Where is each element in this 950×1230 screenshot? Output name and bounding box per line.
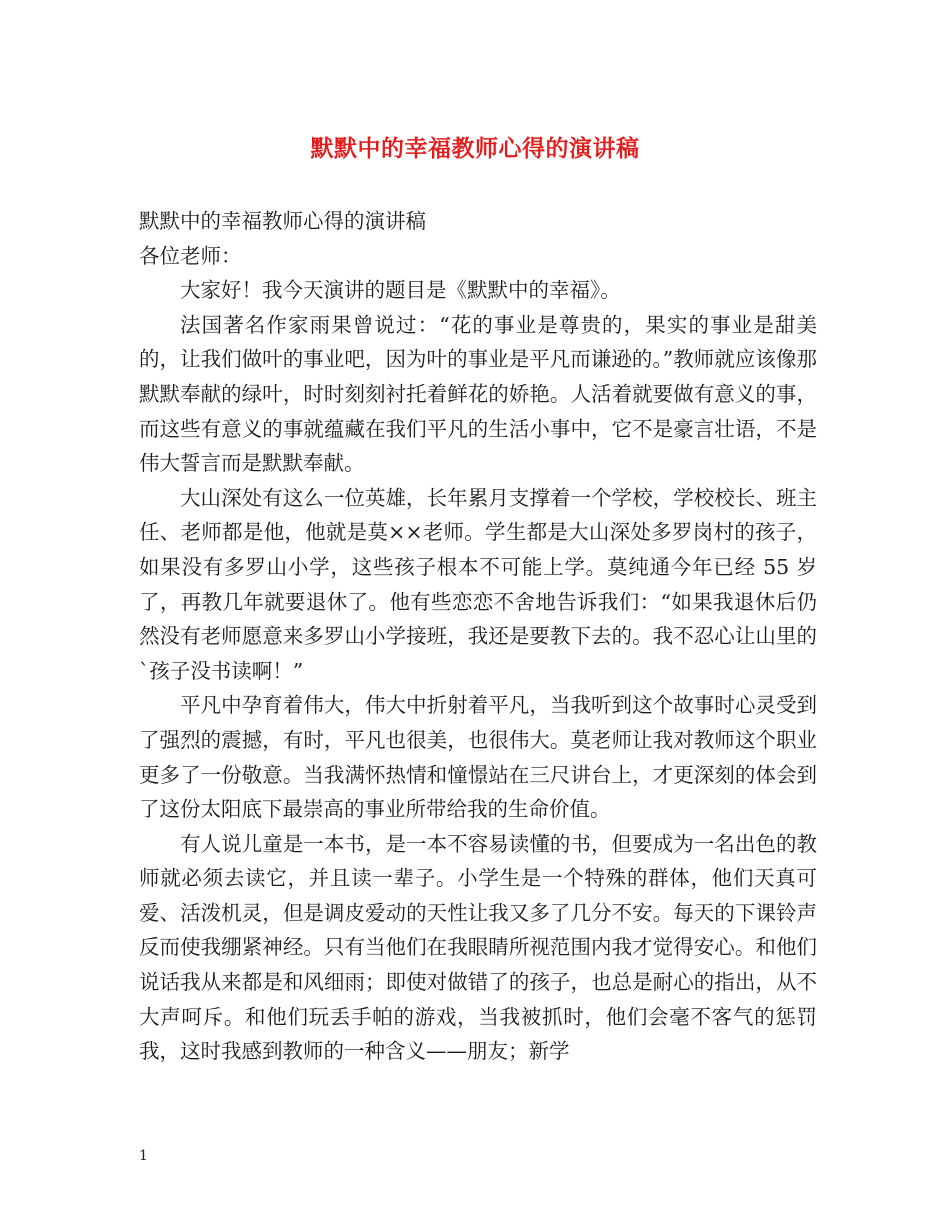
paragraph-mountain-teacher: 大山深处有这么一位英雄，长年累月支撑着一个学校，学校校长、班主任、老师都是他，他就是莫××老师。学生都是大山深处多罗岗村的孩子，如果没有多罗山小学，这些孩子根本不可能上学。莫纯通今年已经 55 岁了，再教几年就要退休了。他有些恋恋不舍地告诉我们：“如果我退休后仍然没有老师愿意来多罗山小学接班，我还是要教下去的。我不忍心让山里的`孩子没书读啊！” xyxy=(139,485,817,683)
salutation: 各位老师： xyxy=(139,243,242,268)
paragraph-greeting: 大家好！我今天演讲的题目是《默默中的幸福》。 xyxy=(180,278,621,303)
document-subtitle: 默默中的幸福教师心得的演讲稿 xyxy=(139,209,426,233)
page-number: 1 xyxy=(139,1148,148,1164)
document-body xyxy=(139,204,817,1069)
paragraph-reflection: 平凡中孕育着伟大，伟大中折射着平凡，当我听到这个故事时心灵受到了强烈的震撼，有时，平凡也很美，也很伟大。莫老师让我对教师这个职业更多了一份敬意。当我满怀热情和憧憬站在三尺讲台上，才更深刻的体会到了这份太阳底下最崇高的事业所带给我的生命价值。 xyxy=(139,693,817,822)
document-title: 默默中的幸福教师心得的演讲稿 xyxy=(310,135,640,162)
paragraph-hugo-quote: 法国著名作家雨果曾说过：“花的事业是尊贵的，果实的事业是甜美的，让我们做叶的事业吧，因为叶的事业是平凡而谦逊的。”教师就应该像那默默奉献的绿叶，时时刻刻衬托着鲜花的娇艳。人活着就要做有意义的事，而这些有意义的事就蕴藏在我们平凡的生活小事中，它不是豪言壮语，不是伟大誓言而是默默奉献。 xyxy=(139,312,817,476)
paragraph-children: 有人说儿童是一本书，是一本不容易读懂的书，但要成为一名出色的教师就必须去读它，并且读一辈子。小学生是一个特殊的群体，他们天真可爱、活泼机灵，但是调皮爱动的天性让我又多了几分不安。每天的下课铃声反而使我绷紧神经。只有当他们在我眼睛所视范围内我才觉得安心。和他们说话我从来都是和风细雨；即使对做错了的孩子，也总是耐心的指出，从不大声呵斥。和他们玩丢手帕的游戏，当我被抓时，他们会毫不客气的惩罚我，这时我感到教师的一种含义——朋友；新学 xyxy=(139,831,817,1064)
